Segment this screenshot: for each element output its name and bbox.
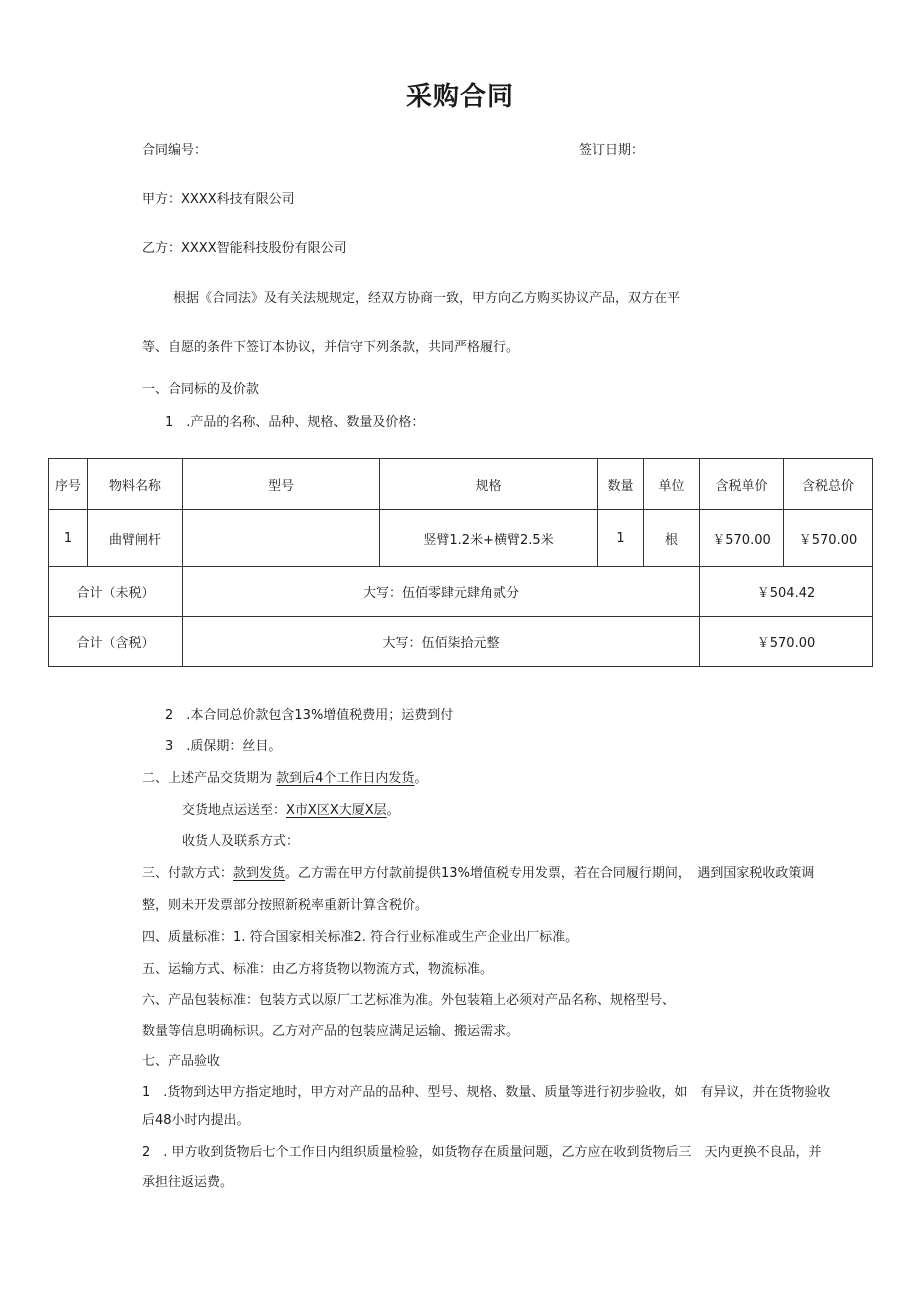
summary-amount: ￥570.00	[700, 617, 873, 667]
delivery-location	[182, 799, 400, 818]
section-3-prefix: 三、付款方式：	[142, 866, 234, 881]
section-3-payment	[142, 862, 814, 881]
section-1-item-3: 3 .质保期：丝目。	[165, 739, 282, 754]
header-cell: 含税总价	[784, 459, 873, 510]
summary-label: 合计（未税）	[49, 567, 183, 617]
header-cell: 型号	[183, 459, 380, 510]
section-3-line-2: 整，则未开发票部分按照新税率重新计算含税价。	[142, 898, 429, 913]
delivery-location-value: X市X区X大厦X层	[286, 803, 387, 818]
section-6-packaging-line-1: 六、产品包装标准：包装方式以原厂工艺标准为准。外包装箱上必须对产品名称、规格型号、	[142, 993, 676, 1008]
contract-number-label: 合同编号：	[142, 143, 208, 158]
section-2-prefix: 二、上述产品交货期为	[142, 771, 273, 786]
header-cell: 物料名称	[88, 459, 183, 510]
table-row	[49, 510, 873, 567]
summary-words: 大写：伍佰柒拾元整	[183, 617, 700, 667]
section-7-item-2-line-1: 2 . 甲方收到货物后七个工作日内组织质量检验，如货物存在质量问题，乙方应在收到货物后三 天内更换不良品，并	[142, 1145, 822, 1160]
cell-unit: 根	[644, 510, 700, 567]
section-7-item-2-line-2: 承担往返运费。	[142, 1175, 234, 1190]
section-6-packaging-line-2: 数量等信息明确标识。乙方对产品的包装应满足运输、搬运需求。	[142, 1024, 520, 1039]
payment-method-value: 款到发货	[233, 866, 286, 881]
section-7-heading: 七、产品验收	[142, 1054, 221, 1069]
intro-line-2: 等、自愿的条件下签订本协议，并信守下列条款，共同严格履行。	[142, 340, 520, 355]
delivery-location-prefix: 交货地点运送至：	[182, 803, 287, 818]
header-cell: 序号	[49, 459, 88, 510]
delivery-time-value: 款到后4个工作日内发货	[276, 771, 415, 786]
section-7-item-1-line-1: 1 .货物到达甲方指定地时，甲方对产品的品种、型号、规格、数量、质量等进行初步验收，如 有异议，并在货物验收	[142, 1085, 831, 1100]
section-5-transport: 五、运输方式、标准：由乙方将货物以物流方式，物流标准。	[142, 962, 494, 977]
party-a: 甲方：XXXX科技有限公司	[142, 192, 295, 207]
cell-index: 1	[49, 510, 88, 567]
page-title: 采购合同	[405, 82, 514, 112]
section-1-item-1: 1 .产品的名称、品种、规格、数量及价格：	[165, 415, 425, 430]
party-b: 乙方：XXXX智能科技股份有限公司	[142, 241, 347, 256]
cell-unit-price: ￥570.00	[700, 510, 784, 567]
summary-words: 大写：伍佰零肆元肆角贰分	[183, 567, 700, 617]
header-cell: 规格	[380, 459, 598, 510]
summary-row-pretax	[49, 567, 873, 617]
summary-amount: ￥504.42	[700, 567, 873, 617]
receiver-contact: 收货人及联系方式：	[182, 834, 300, 849]
section-1-item-2: 2 .本合同总价款包含13%增值税费用；运费到付	[165, 708, 454, 723]
header-cell: 含税单价	[700, 459, 784, 510]
section-2-delivery-time	[142, 767, 427, 786]
product-table	[48, 458, 873, 667]
summary-label: 合计（含税）	[49, 617, 183, 667]
header-cell: 单位	[644, 459, 700, 510]
section-3-rest: 。乙方需在甲方付款前提供13%增值税专用发票，若在合同履行期间， 遇到国家税收政策调	[285, 866, 815, 881]
intro-line-1: 根据《合同法》及有关法规规定，经双方协商一致，甲方向乙方购买协议产品，双方在平	[173, 291, 681, 306]
cell-material: 曲臂闸杆	[88, 510, 183, 567]
header-cell: 数量	[598, 459, 644, 510]
section-1-heading: 一、合同标的及价款	[142, 382, 260, 397]
table-header-row	[49, 459, 873, 510]
cell-quantity: 1	[598, 510, 644, 567]
section-7-item-1-line-2: 后48小时内提出。	[142, 1113, 250, 1128]
cell-model	[183, 510, 380, 567]
cell-spec: 竖臂1.2米+横臂2.5米	[380, 510, 598, 567]
delivery-location-suffix: 。	[386, 803, 400, 818]
section-2-suffix: 。	[414, 771, 428, 786]
cell-total-price: ￥570.00	[784, 510, 873, 567]
sign-date-label: 签订日期：	[579, 143, 645, 158]
summary-row-taxed	[49, 617, 873, 667]
section-4-quality: 四、质量标准：1. 符合国家相关标准2. 符合行业标准或生产企业出厂标准。	[142, 930, 579, 945]
